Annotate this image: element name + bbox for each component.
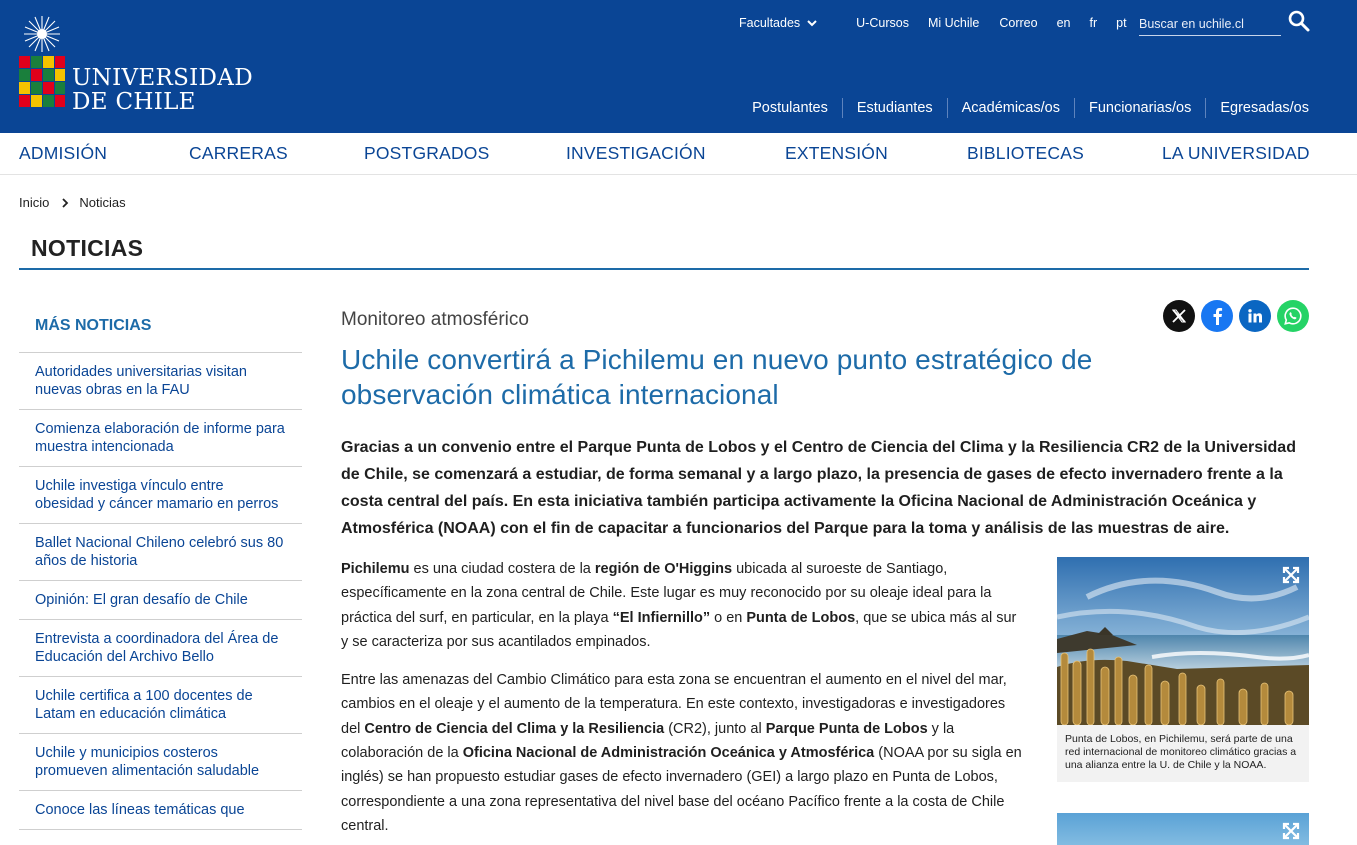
site-header (0, 0, 1357, 133)
text: y la colaboración de la (341, 720, 955, 762)
article-paragraph (341, 557, 1026, 654)
sidebar-list (19, 353, 302, 830)
text: es una ciudad costera de la (409, 561, 595, 577)
whatsapp-icon (1283, 306, 1303, 326)
university-emblem-icon (18, 14, 66, 114)
nav-la-universidad[interactable]: LA UNIVERSIDAD (1162, 143, 1310, 163)
breadcrumb (19, 195, 126, 210)
bold-text: Punta de Lobos (746, 609, 856, 626)
bold-text: Centro de Ciencia del Clima y la Resiliencia (364, 720, 665, 737)
linkedin-icon (1247, 308, 1263, 324)
search-box (1139, 8, 1281, 36)
lang-en-link[interactable]: en (1056, 16, 1071, 30)
lang-fr-link[interactable]: fr (1089, 16, 1098, 30)
article-paragraph (341, 668, 1026, 838)
text: (CR2), junto al (664, 720, 766, 737)
chevron-right-icon (60, 198, 70, 208)
nav-bibliotecas[interactable]: BIBLIOTECAS (967, 143, 1084, 163)
share-whatsapp-button[interactable] (1277, 300, 1309, 332)
audience-nav (738, 98, 1309, 118)
facultades-dropdown[interactable] (739, 16, 818, 30)
x-icon (1171, 308, 1187, 324)
text: o en (710, 609, 747, 626)
u-cursos-link[interactable]: U-Cursos (856, 16, 909, 30)
article-photo[interactable] (1057, 557, 1309, 725)
nav-extension[interactable]: EXTENSIÓN (785, 143, 888, 163)
sidebar-news-item[interactable]: Uchile y municipios costeros promueven alimentación saludable (19, 734, 302, 791)
nav-postgrados[interactable]: POSTGRADOS (364, 143, 490, 163)
utility-nav (739, 13, 1127, 33)
article-body (341, 557, 1026, 845)
audience-funcionarias[interactable]: Funcionarias/os (1074, 98, 1205, 118)
university-name-line2: DE CHILE (72, 89, 196, 115)
nav-admision[interactable]: ADMISIÓN (19, 143, 108, 163)
expand-icon[interactable] (1281, 821, 1301, 841)
main-nav (0, 133, 1357, 175)
sidebar-news-item[interactable]: Comienza elaboración de informe para muestra intencionada (19, 410, 302, 467)
share-facebook-button[interactable] (1201, 300, 1233, 332)
share-buttons (1157, 300, 1309, 332)
expand-icon[interactable] (1281, 565, 1301, 585)
audience-academicas[interactable]: Académicas/os (947, 98, 1074, 118)
university-name-line1: UNIVERSIDAD (72, 65, 253, 91)
figure-caption: Punta de Lobos, en Pichilemu, será parte de una red internacional de monitoreo climático gracias a una alianza entre la U. de Chile y la NOAA. (1065, 733, 1297, 771)
article-kicker: Monitoreo atmosférico (341, 309, 529, 330)
text: Entre las amenazas del Cambio Climático para esta zona se encuentran el aumento en el nivel del mar, cambios en el oleaje y el aumento de la temperatura. En este contexto, investigadoras e investigadores del (341, 672, 1007, 737)
bold-text: Parque Punta de Lobos (765, 720, 928, 737)
text: (NOAA por su sigla en inglés) se han propuesto estudiar gases de efecto invernadero (GEI) a largo plazo en Punta de Lobos, correspondiente a una zona representativa del nivel base del océano Pacífico frente a la costa de Chile central. (341, 745, 1022, 834)
sidebar-news-item[interactable]: Uchile certifica a 100 docentes de Latam en educación climática (19, 677, 302, 734)
sidebar-news-item[interactable]: Entrevista a coordinadora del Área de Educación del Archivo Bello (19, 620, 302, 677)
bold-text: “El Infiernillo” (612, 609, 711, 626)
breadcrumb-inicio[interactable]: Inicio (19, 195, 50, 210)
share-x-button[interactable] (1163, 300, 1195, 332)
chevron-down-icon (806, 17, 818, 29)
sidebar-title: MÁS NOTICIAS (19, 300, 302, 353)
punta-de-lobos-photo (1057, 557, 1309, 725)
text: , que se ubica más al sur y se caracteriza por sus acantilados empinados. (341, 609, 1017, 650)
nav-carreras[interactable]: CARRERAS (189, 143, 288, 163)
sidebar-news-item[interactable]: Conoce las líneas temáticas que (19, 791, 302, 830)
facultades-label: Facultades (739, 16, 801, 30)
university-name (72, 66, 253, 114)
lang-pt-link[interactable]: pt (1116, 16, 1127, 30)
search-input[interactable] (1139, 8, 1281, 34)
sidebar-news-item[interactable]: Opinión: El gran desafío de Chile (19, 581, 302, 620)
facebook-icon (1209, 307, 1225, 325)
article-figure (1057, 557, 1309, 782)
share-linkedin-button[interactable] (1239, 300, 1271, 332)
article-lead: Gracias a un convenio entre el Parque Punta de Lobos y el Centro de Ciencia del Clima y la Resiliencia CR2 de la Universidad de Chile, se comenzará a estudiar, de forma semanal y a largo plazo, la presencia de gases de efecto invernadero frente a la costa central del país. En esta iniciativa también participa activamente la Oficina Nacional de Administración Oceánica y Atmosférica (NOAA) con el fin de capacitar a funcionarios del Parque para la toma y análisis de las muestras de aire. (341, 439, 1296, 537)
text: ubicada al suroeste de Santiago, específicamente en la zona central de Chile. Este lugar es muy reconocido por su oleaje ideal para la práctica del surf, en particular, en la playa (341, 561, 992, 626)
sidebar-more-news (19, 300, 302, 830)
nav-investigacion[interactable]: INVESTIGACIÓN (566, 143, 706, 163)
sidebar-news-item[interactable]: Autoridades universitarias visitan nuevas obras en la FAU (19, 353, 302, 410)
audience-estudiantes[interactable]: Estudiantes (842, 98, 947, 118)
mi-uchile-link[interactable]: Mi Uchile (927, 16, 980, 30)
breadcrumb-noticias[interactable]: Noticias (79, 195, 126, 210)
news-article (341, 300, 1309, 834)
audience-egresadas[interactable]: Egresadas/os (1205, 98, 1309, 118)
bold-text: región de O'Higgins (594, 561, 733, 577)
page-title: NOTICIAS (31, 235, 144, 261)
article-headline: Uchile convertirá a Pichilemu en nuevo punto estratégico de observación climática internacional (341, 344, 1093, 410)
audience-postulantes[interactable]: Postulantes (752, 100, 828, 116)
correo-link[interactable]: Correo (999, 16, 1038, 30)
bold-text: Oficina Nacional de Administración Oceánica y Atmosférica (462, 745, 875, 762)
university-logo[interactable] (18, 14, 258, 118)
bold-text: Pichilemu (341, 561, 410, 577)
sidebar-news-item[interactable]: Ballet Nacional Chileno celebró sus 80 años de historia (19, 524, 302, 581)
title-divider (19, 268, 1309, 270)
second-article-photo[interactable] (1057, 813, 1309, 845)
sidebar-news-item[interactable]: Uchile investiga vínculo entre obesidad y cáncer mamario en perros (19, 467, 302, 524)
search-icon[interactable] (1287, 9, 1311, 33)
